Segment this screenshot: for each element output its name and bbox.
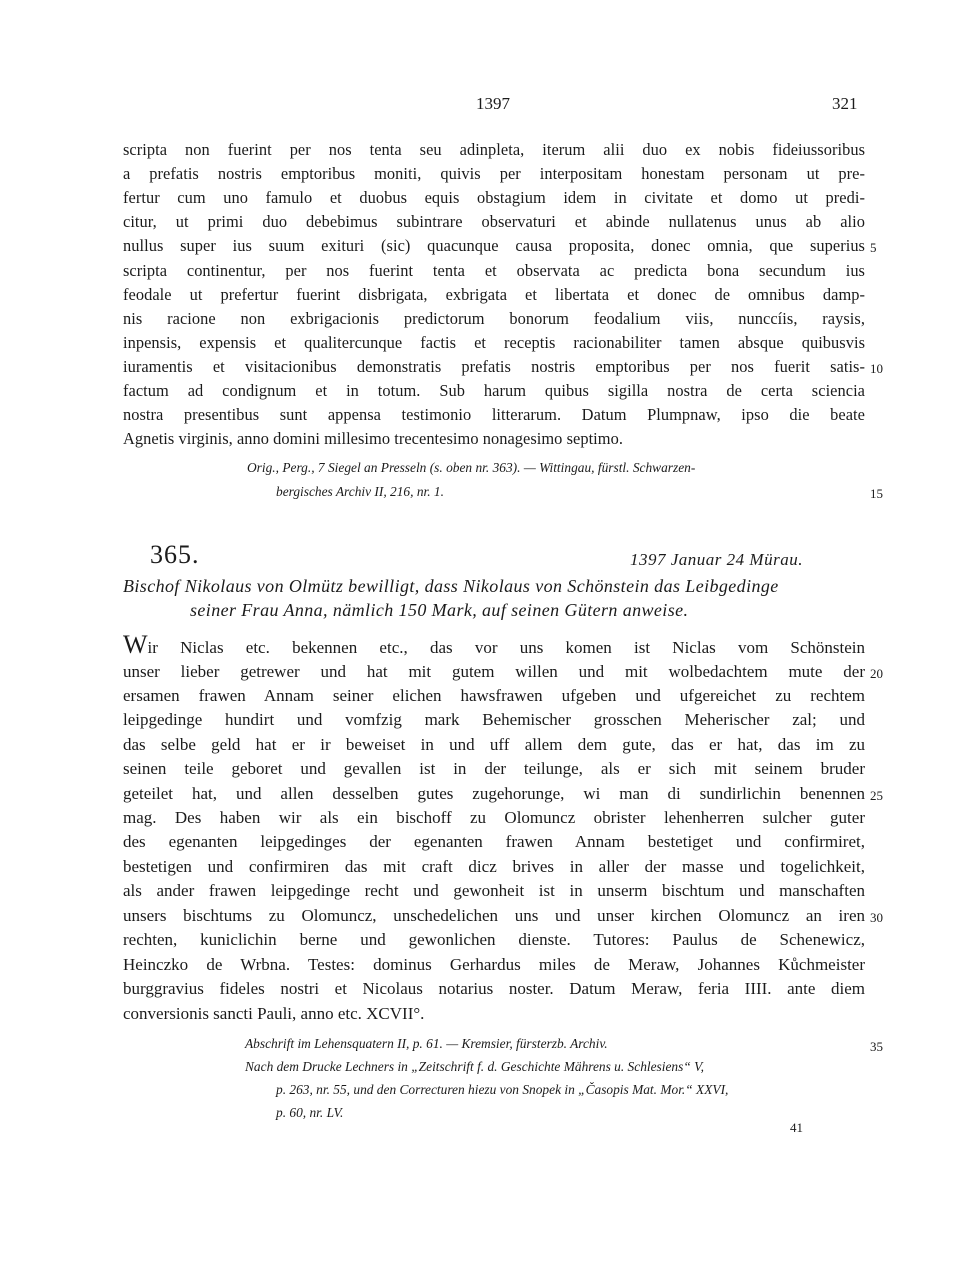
text-line: rechten, kuniclichin berne und gewonlichen dienste. Tutores: Paulus de Schenewicz, [123,930,865,949]
document-date: 1397 Januar 24 Mürau. [630,550,803,569]
text-line: factum ad condignum et in totum. Sub harum quibus sigilla nostra de certa sciencia [123,381,865,400]
text-line: des egenanten leipgedinges der egenanten frawen Annam bestetiget und confirmiret, [123,832,865,851]
text-line: nullus super ius suum exituri (sic) quacunque causa proposita, donec omnia, que superius [123,236,865,255]
text-line: Agnetis virginis, anno domini millesimo trecentesimo nonagesimo septimo. [123,429,623,448]
text-line: mag. Des haben wir als ein bischoff zu Olomuncz obrister lehenherren sulcher guter [123,808,865,827]
source-note-line: Orig., Perg., 7 Siegel an Presseln (s. oben nr. 363). — Wittingau, fürstl. Schwarzen- [247,460,696,475]
text-line: scripta non fuerint per nos tenta seu adinpleta, iterum alii duo ex nobis fideiussoribus [123,140,865,159]
regest-line: Bischof Nikolaus von Olmütz bewilligt, dass Nikolaus von Schönstein das Leibgedinge [123,576,779,596]
text-line: geteilet hat, und allen desselben gutes zugehorunge, wi man di sundirlichin benennen [123,784,865,803]
line-number: 25 [870,788,883,803]
text-line: unser lieber getrewer und hat mit gutem willen und mit wolbedachtem mute der [123,662,865,681]
line-number: 5 [870,240,877,255]
text-line: burggravius fideles nostri et Nicolaus notarius noster. Datum Meraw, feria IIII. ante diem [123,979,865,998]
text-line-rest: ir Niclas etc. bekennen etc., das vor uns komen ist Niclas vom Schönstein [147,638,865,657]
text-line: seinen teile geboret und gevallen ist in der teilunge, als er sich mit seinem bruder [123,759,865,778]
text-line: fertur cum uno famulo et duobus equis obstagium idem in civitate et domo ut predi- [123,188,865,207]
line-number: 15 [870,486,883,501]
text-line: als ander frawen leipgedinge recht und gewonheit ist in unserm bischtum und manschaften [123,881,865,900]
source-note-line: p. 60, nr. LV. [276,1105,344,1120]
text-line: Heinczko de Wrbna. Testes: dominus Gerhardus miles de Meraw, Johannes Kůchmeister [123,955,865,974]
line-number: 30 [870,910,883,925]
text-line: a prefatis nostris emptoribus moniti, quivis per interpositam honestam personam ut pre- [123,164,865,183]
signature-mark: 41 [790,1120,803,1135]
document-number: 365. [150,540,200,569]
header-year: 1397 [476,94,510,113]
text-line: conversionis sancti Pauli, anno etc. XCVII°. [123,1004,425,1023]
text-line: nis racione non exbrigacionis predictorum bonorum feodalium viis, nunccíis, raysis, [123,309,865,328]
source-note-line: Abschrift im Lehensquatern II, p. 61. — Kremsier, fürsterzb. Archiv. [245,1036,608,1051]
text-line: inpensis, expensis et qualitercunque factis et receptis racionabiliter tamen absque quibusvis [123,333,865,352]
text-line: unsers bischtums zu Olomuncz, unschedelichen uns und unser kirchen Olomuncz an iren [123,906,865,925]
text-line: ersamen frawen Annam seiner elichen hawsfrawen ufgeben und ufgereichet zu rechtem [123,686,865,705]
regest-line: seiner Frau Anna, nämlich 150 Mark, auf seinen Gütern anweise. [190,600,689,620]
source-note-line: bergisches Archiv II, 216, nr. 1. [276,484,444,499]
initial-letter: W [123,630,148,659]
text-line: feodale ut prefertur fuerint disbrigata, exbrigata et libertata et donec de omnibus damp- [123,285,865,304]
text-line: citur, ut primi duo debebimus subintrare observaturi et abinde nullatenus unus ab alio [123,212,865,231]
source-note-line: Nach dem Drucke Lechners in „Zeitschrift f. d. Geschichte Mährens u. Schlesiens“ V, [245,1059,704,1074]
text-line: iuramentis et visitacionibus demonstratis prefatis nostris emptoribus per nos fuerit satis- [123,357,865,376]
line-number: 20 [870,666,883,681]
text-line [123,632,865,658]
text-line: scripta continentur, per nos fuerint tenta et observata ac predicta bona secundum ius [123,261,865,280]
source-note-line: p. 263, nr. 55, und den Correcturen hiezu von Snopek in „Časopis Mat. Mor.“ XXVI, [276,1082,729,1097]
text-line: bestetigen und confirmiren das mit craft dicz brives in aller der masse und togelichkeit, [123,857,865,876]
text-line: nostra presentibus sunt appensa testimonio litterarum. Datum Plumpnaw, ipso die beate [123,405,865,424]
line-number: 10 [870,361,883,376]
page-number: 321 [832,94,858,113]
line-number: 35 [870,1039,883,1054]
text-line: das selbe geld hat er ir beweiset in und uff allem dem gute, das er hat, das im zu [123,735,865,754]
text-line: leipgedinge hundirt und vomfzig mark Behemischer grosschen Meherischer zal; und [123,710,865,729]
